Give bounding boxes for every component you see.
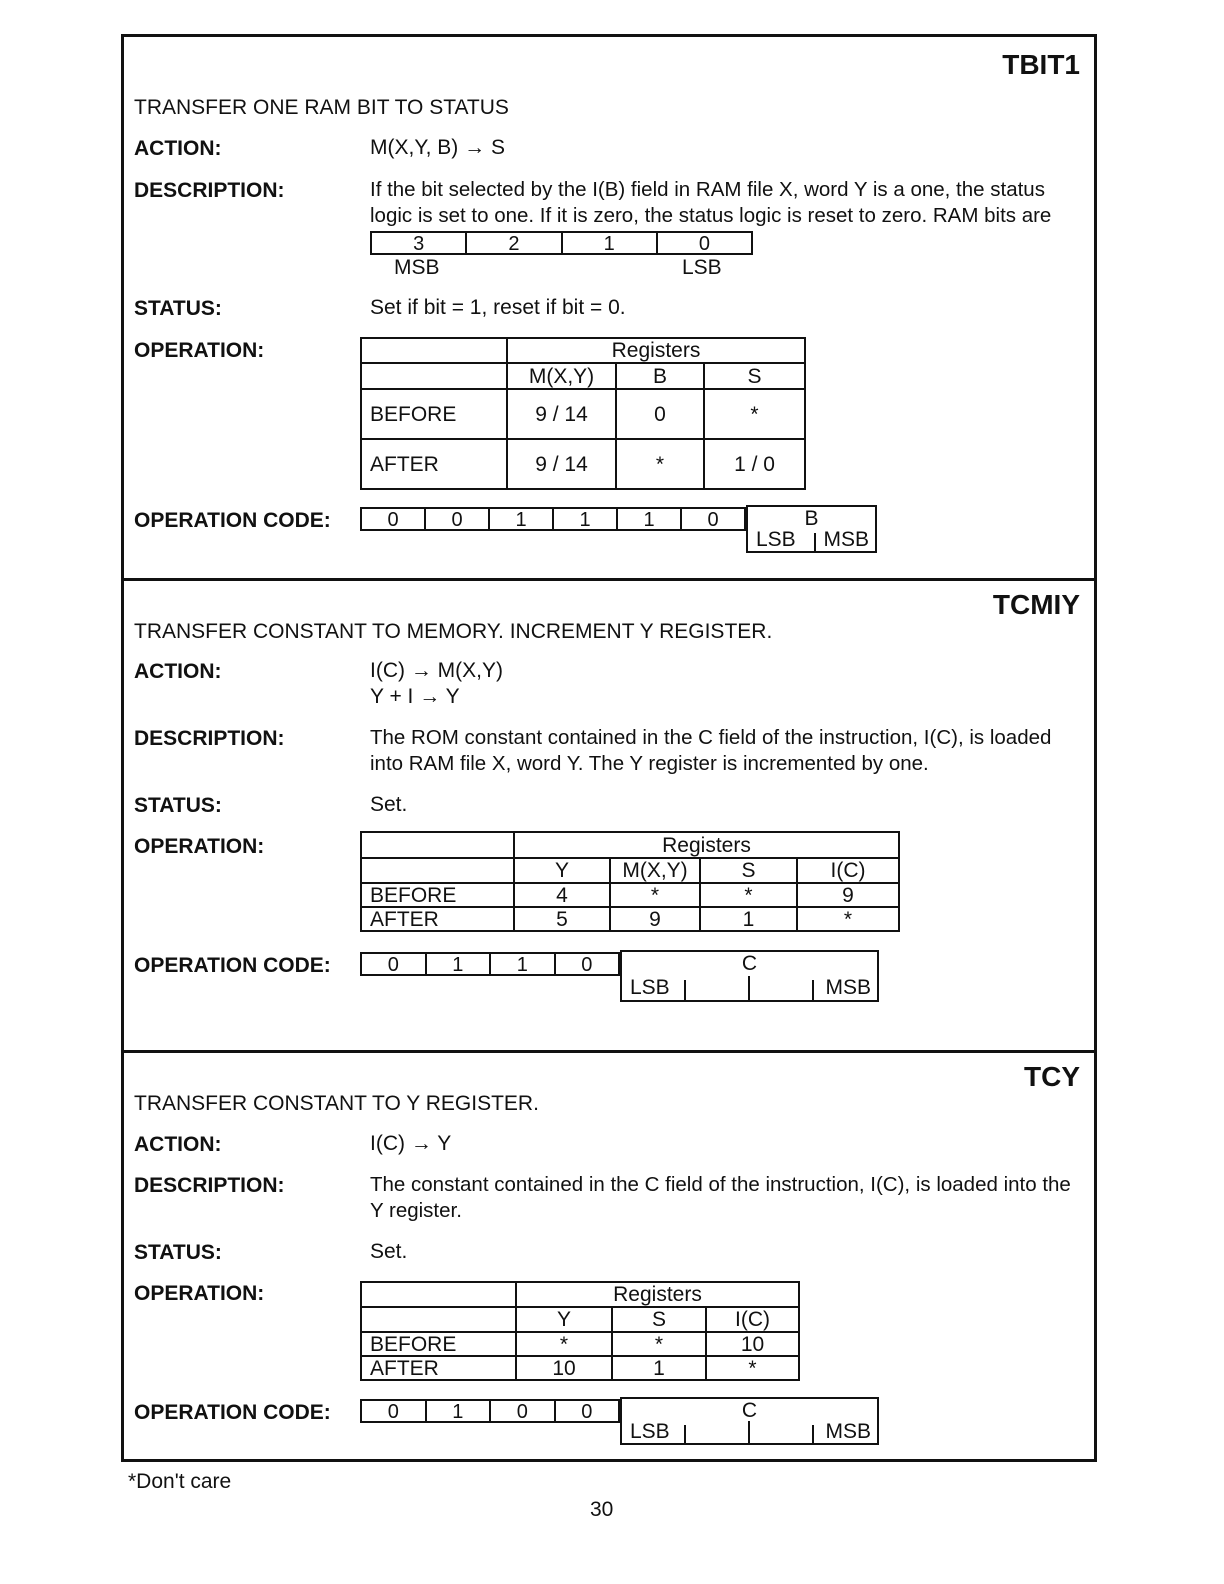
description-label: DESCRIPTION:: [134, 727, 285, 750]
instruction-code: TCMIY: [992, 589, 1080, 620]
opcode-bit: 0: [424, 509, 488, 529]
reg-header: Y: [516, 1307, 612, 1332]
opcode-bit: 0: [387, 954, 399, 976]
ram-bit: 0: [656, 233, 751, 253]
operation-code-label: OPERATION CODE:: [134, 1401, 331, 1424]
field-name: C: [741, 952, 758, 975]
instruction-title: TRANSFER CONSTANT TO Y REGISTER.: [134, 1092, 539, 1115]
reg-header: S: [700, 858, 797, 883]
after-row-label: AFTER: [361, 1356, 516, 1380]
after-value: 10: [516, 1356, 612, 1380]
footnote: *Don't care: [128, 1470, 232, 1493]
field-lsb: LSB: [756, 528, 796, 551]
opcode-bit: 1: [488, 509, 552, 529]
before-row-label: BEFORE: [361, 1332, 516, 1356]
before-row-label: BEFORE: [361, 389, 507, 439]
opcode-bit: 0: [554, 954, 619, 974]
opcode-bits: [360, 952, 620, 976]
registers-header: Registers: [514, 832, 899, 858]
field-lsb: LSB: [630, 976, 670, 999]
register-table: [360, 337, 806, 490]
action-value: M(X,Y, B) → S: [370, 136, 505, 159]
registers-header: Registers: [516, 1282, 799, 1307]
field-msb: MSB: [825, 1420, 871, 1443]
register-table: [360, 1281, 800, 1381]
before-value: *: [700, 883, 797, 907]
before-value: *: [610, 883, 700, 907]
field-msb: MSB: [823, 528, 869, 551]
page-number: 30: [590, 1498, 614, 1521]
opcode-bits: [360, 1399, 620, 1423]
before-value: 4: [514, 883, 610, 907]
reg-header: Y: [514, 858, 610, 883]
before-value: 0: [616, 389, 704, 439]
before-value: *: [704, 389, 805, 439]
instruction-code: TBIT1: [1002, 49, 1080, 80]
register-table: [360, 831, 900, 932]
opcode-bit: 1: [489, 954, 554, 974]
action-value-2: Y + I → Y: [370, 685, 460, 708]
action-value: I(C) → Y: [370, 1132, 452, 1155]
action-label: ACTION:: [134, 1133, 222, 1156]
after-value: 1 / 0: [704, 439, 805, 489]
instruction-title: TRANSFER CONSTANT TO MEMORY. INCREMENT Y REGISTER.: [134, 620, 773, 643]
operation-label: OPERATION:: [134, 1282, 265, 1305]
status-value: Set.: [370, 793, 408, 816]
description-label: DESCRIPTION:: [134, 1174, 285, 1197]
description-text: The constant contained in the C field of the instruction, I(C), is loaded into the Y register.: [370, 1173, 1071, 1222]
after-value: 1: [612, 1356, 706, 1380]
field-lsb: LSB: [630, 1420, 670, 1443]
action-value-1: I(C) → M(X,Y): [370, 659, 503, 682]
after-value: 1: [700, 907, 797, 931]
status-value: Set.: [370, 1240, 408, 1263]
before-value: 9 / 14: [507, 389, 616, 439]
operand-field: [746, 505, 877, 553]
operand-field: [620, 950, 879, 1002]
opcode-bit: 1: [425, 954, 490, 974]
before-value: *: [516, 1332, 612, 1356]
after-value: *: [797, 907, 899, 931]
status-value: Set if bit = 1, reset if bit = 0.: [370, 296, 626, 319]
instruction-code: TCY: [1024, 1061, 1080, 1092]
opcode-bit: 0: [489, 1401, 554, 1421]
tcy-section: [121, 1050, 1097, 1462]
after-value: *: [616, 439, 704, 489]
after-row-label: AFTER: [361, 439, 507, 489]
operation-label: OPERATION:: [134, 339, 265, 362]
operand-field: [620, 1397, 879, 1445]
opcode-bits: [360, 507, 746, 531]
tbit1-section: [121, 34, 1097, 581]
status-label: STATUS:: [134, 297, 222, 320]
operation-code-label: OPERATION CODE:: [134, 509, 331, 532]
status-label: STATUS:: [134, 1241, 222, 1264]
tcmiy-section: [121, 578, 1097, 1053]
instruction-title: TRANSFER ONE RAM BIT TO STATUS: [134, 96, 509, 119]
reg-header: M(X,Y): [507, 363, 616, 389]
before-value: 10: [706, 1332, 799, 1356]
opcode-bit: 0: [387, 509, 399, 531]
reg-header: M(X,Y): [610, 858, 700, 883]
ram-bits-diagram: [370, 231, 753, 255]
opcode-bit: 0: [387, 1401, 399, 1423]
after-value: 9 / 14: [507, 439, 616, 489]
description-label: DESCRIPTION:: [134, 179, 285, 202]
registers-header: Registers: [507, 338, 805, 363]
opcode-bit: 1: [616, 509, 680, 529]
reg-header: I(C): [797, 858, 899, 883]
after-value: 9: [610, 907, 700, 931]
opcode-bit: 1: [552, 509, 616, 529]
opcode-bit: 1: [425, 1401, 490, 1421]
ram-bit: 3: [413, 233, 425, 255]
reg-header: S: [704, 363, 805, 389]
reg-header: S: [612, 1307, 706, 1332]
after-value: 5: [514, 907, 610, 931]
lsb-label: LSB: [682, 256, 722, 279]
before-value: 9: [797, 883, 899, 907]
opcode-bit: 0: [680, 509, 744, 529]
description-text: The ROM constant contained in the C field of the instruction, I(C), is loaded into RAM file X, word Y. The Y register is incremented by one.: [370, 726, 1052, 775]
operation-label: OPERATION:: [134, 835, 265, 858]
after-row-label: AFTER: [361, 907, 514, 931]
field-name: C: [741, 1399, 758, 1422]
before-value: *: [612, 1332, 706, 1356]
ram-bit: 2: [465, 233, 560, 253]
msb-label: MSB: [394, 256, 440, 279]
after-value: *: [706, 1356, 799, 1380]
reg-header: I(C): [706, 1307, 799, 1332]
ram-bit: 1: [561, 233, 656, 253]
operation-code-label: OPERATION CODE:: [134, 954, 331, 977]
opcode-bit: 0: [554, 1401, 619, 1421]
field-msb: MSB: [825, 976, 871, 999]
action-label: ACTION:: [134, 660, 222, 683]
description-text: If the bit selected by the I(B) field in RAM file X, word Y is a one, the status logic is set to one. If it is zero, the status logic is reset to zero. RAM bits are: [370, 178, 1052, 227]
reg-header: B: [616, 363, 704, 389]
before-row-label: BEFORE: [361, 883, 514, 907]
field-name: B: [804, 507, 819, 530]
action-label: ACTION:: [134, 137, 222, 160]
status-label: STATUS:: [134, 794, 222, 817]
